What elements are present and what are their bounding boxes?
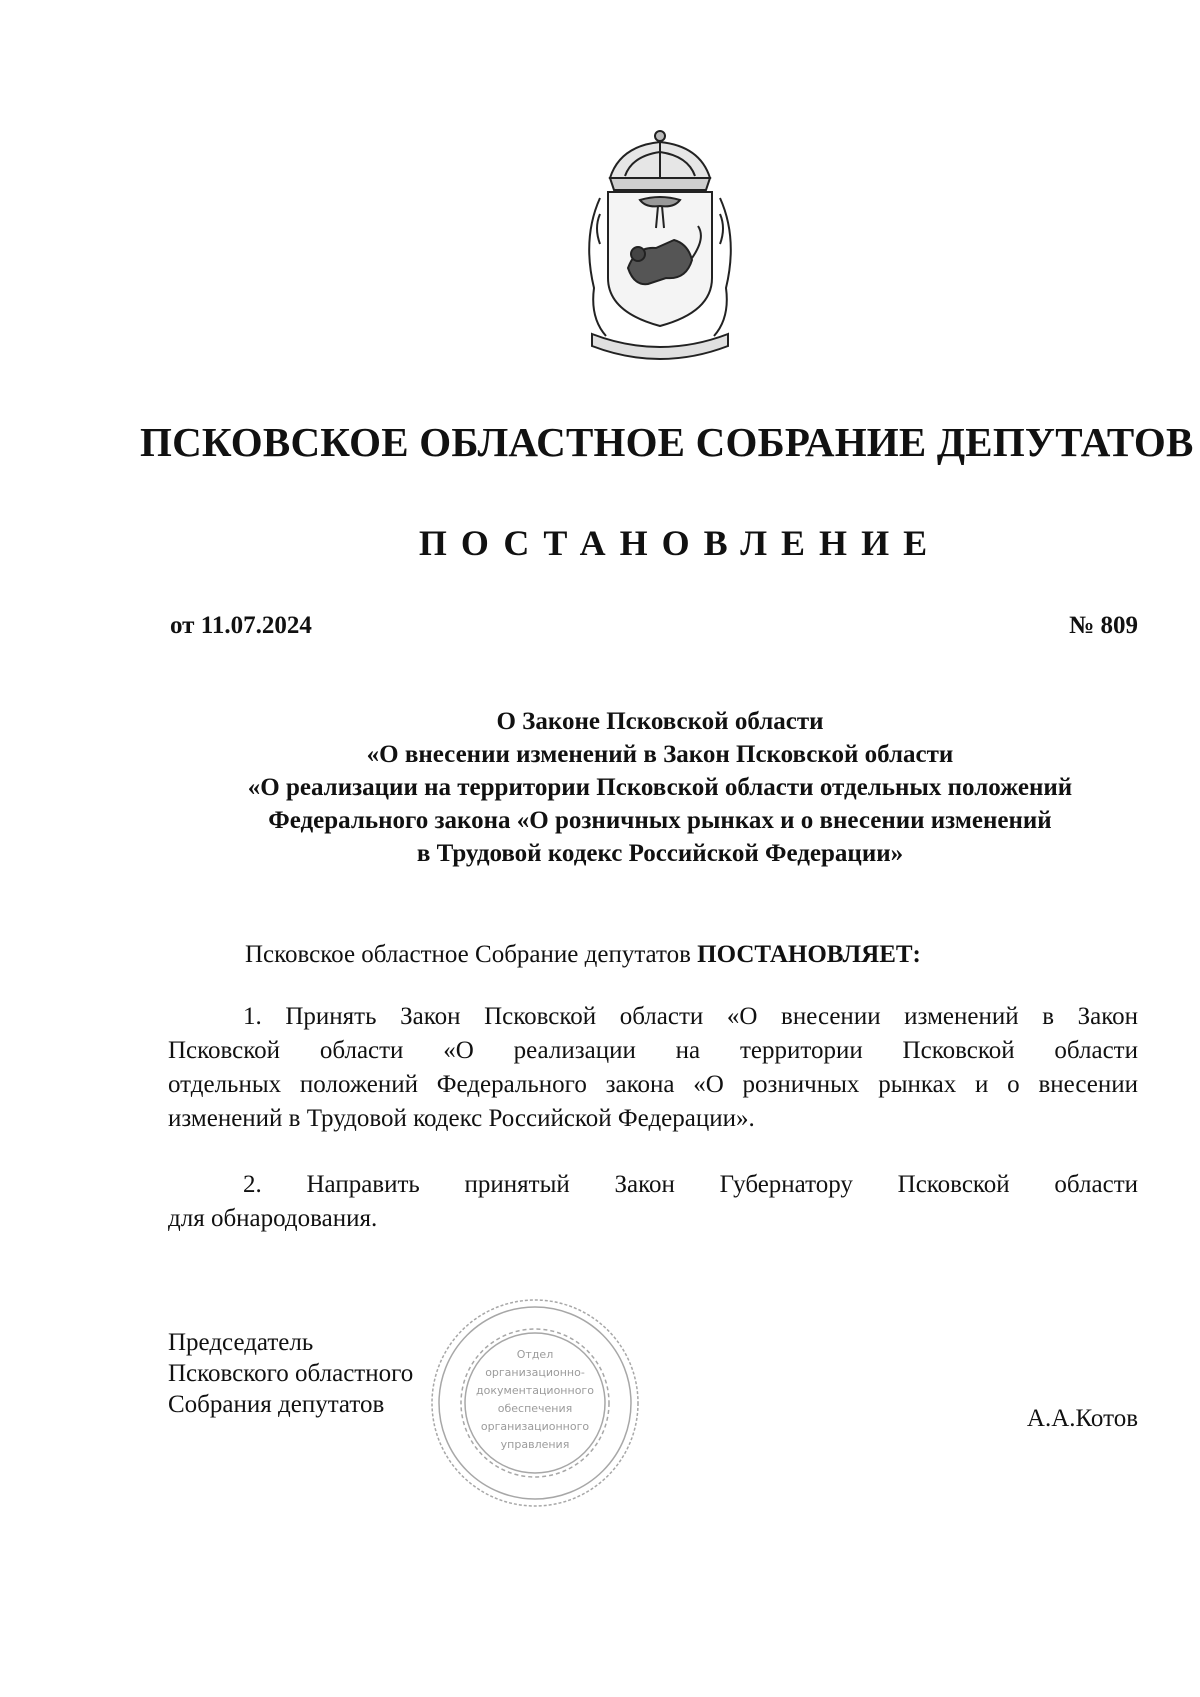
subject-line: Федерального закона «О розничных рынках и о внесении изменений: [268, 807, 1052, 834]
subject-line: в Трудовой кодекс Российской Федерации»: [416, 840, 904, 867]
official-stamp-seal: [428, 1296, 643, 1511]
stamp-text-line: Отдел: [516, 1348, 554, 1361]
signer-title-line: Собрания депутатов: [168, 1391, 385, 1418]
stamp-text-line: организационного: [480, 1420, 590, 1433]
stamp-text-line: организационно-: [485, 1366, 585, 1379]
document-date: от 11.07.2024: [170, 612, 312, 639]
decree-preamble: [245, 941, 921, 969]
stamp-text-line: управления: [500, 1438, 570, 1451]
paragraph-line: 2. Направить принятый Закон Губернатору Псковской области: [243, 1171, 1138, 1198]
subject-line: «О внесении изменений в Закон Псковской области: [366, 741, 954, 768]
paragraph-line: для обнародования.: [168, 1205, 378, 1232]
document-number: № 809: [1069, 612, 1138, 639]
document-type-title: ПОСТАНОВЛЕНИЕ: [418, 523, 942, 563]
signer-title-line: Председатель: [168, 1329, 314, 1356]
decree-paragraph-2: [168, 1168, 1138, 1236]
signer-title-line: Псковского областного: [168, 1360, 414, 1387]
subject-line: «О реализации на территории Псковской области отдельных положений: [247, 774, 1073, 801]
signer-title: [168, 1327, 413, 1420]
paragraph-line: Псковской области «О реализации на территории Псковской области: [168, 1037, 1138, 1064]
paragraph-line: 1. Принять Закон Псковской области «О внесении изменений в Закон: [243, 1003, 1138, 1030]
organization-title: ПСКОВСКОЕ ОБЛАСТНОЕ СОБРАНИЕ ДЕПУТАТОВ: [140, 419, 1194, 465]
subject-line: О Законе Псковской области: [496, 708, 824, 735]
preamble-keyword: ПОСТАНОВЛЯЕТ:: [697, 941, 921, 968]
preamble-text: Псковское областное Собрание депутатов: [245, 941, 698, 968]
stamp-text-line: документационного: [476, 1384, 594, 1397]
decree-paragraph-1: [168, 1000, 1138, 1136]
stamp-text-line: обеспечения: [497, 1402, 573, 1415]
paragraph-line: отдельных положений Федерального закона «О розничных рынках и о внесении: [168, 1071, 1138, 1098]
paragraph-line: изменений в Трудовой кодекс Российской Федерации».: [168, 1105, 755, 1132]
signatory-name: А.А.Котов: [1026, 1405, 1138, 1432]
coat-of-arms-emblem: [570, 128, 750, 366]
document-subject: [150, 705, 1170, 870]
